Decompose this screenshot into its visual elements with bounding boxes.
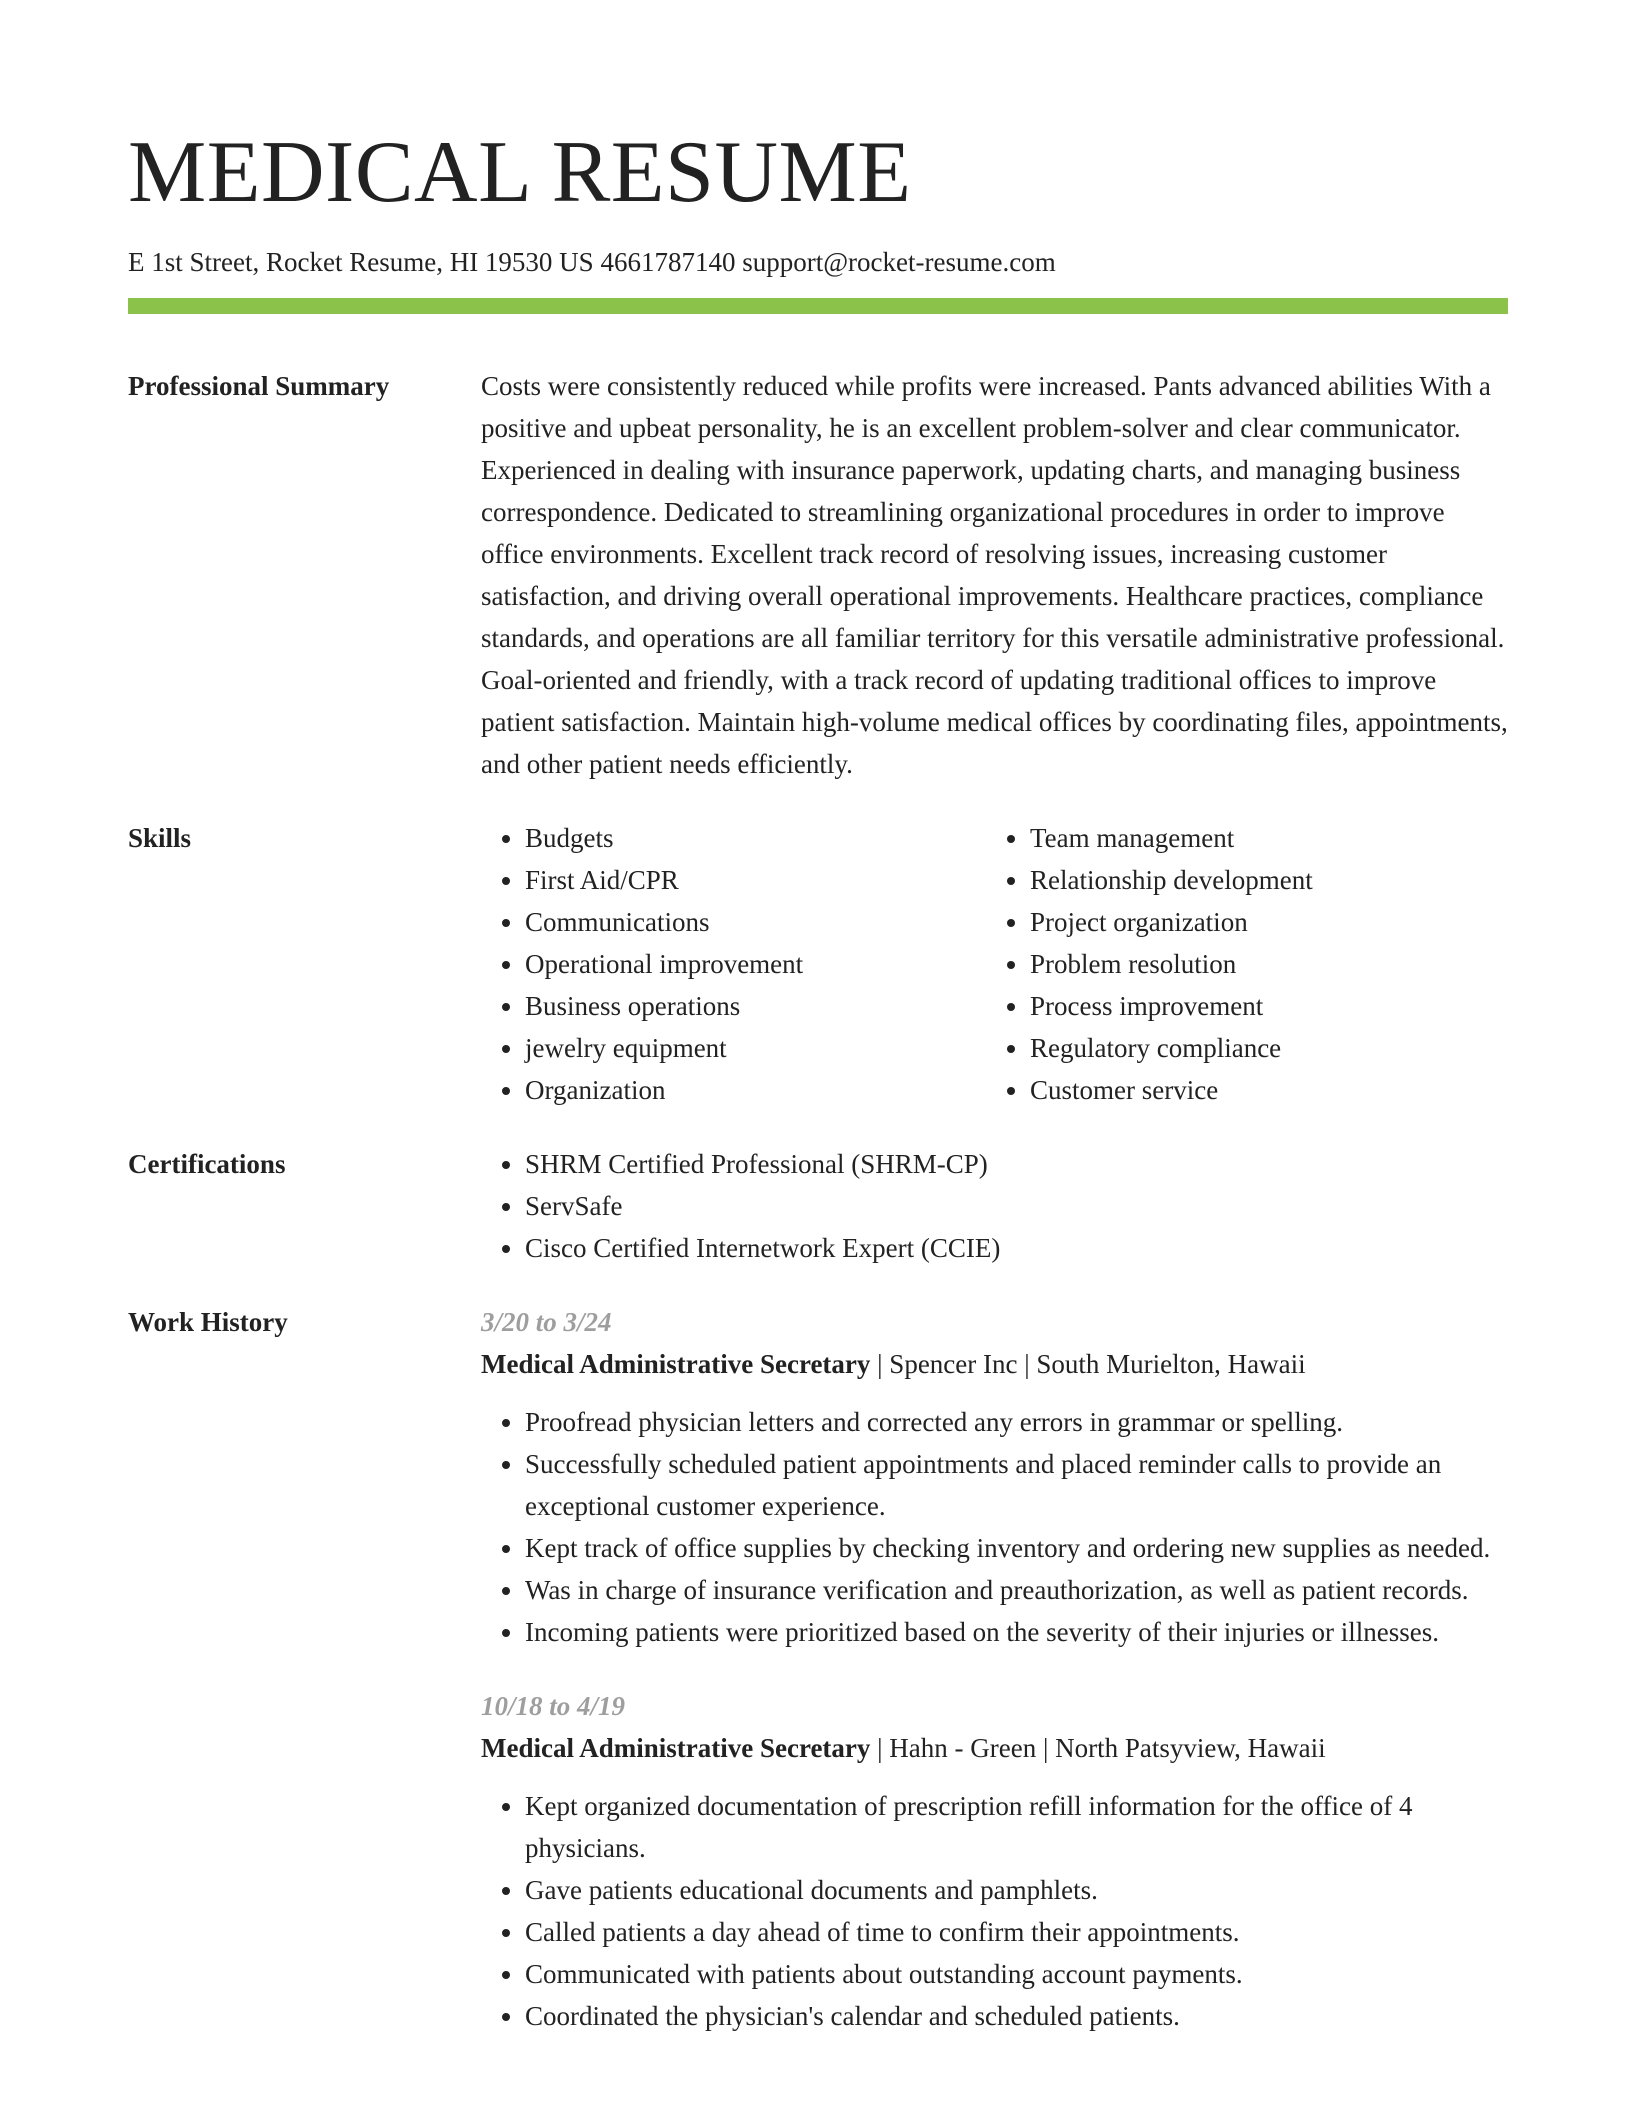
job-heading (481, 1727, 1508, 1769)
responsibility-item: • Communicated with patients about outstanding account payments. (525, 1953, 1508, 1995)
work-history-section (128, 1301, 1508, 2037)
responsibility-item: • Called patients a day ahead of time to confirm their appointments. (525, 1911, 1508, 1953)
job-dates: 3/20 to 3/24 (481, 1307, 612, 1337)
skill-item: • Communications (525, 901, 986, 943)
responsibility-item: • Kept track of office supplies by checking inventory and ordering new supplies as needed. (525, 1527, 1508, 1569)
certifications-heading: Certifications (128, 1149, 286, 1179)
responsibility-item: • Proofread physician letters and corrected any errors in grammar or spelling. (525, 1401, 1508, 1443)
skill-item: • Customer service (1030, 1069, 1491, 1111)
job-dates: 10/18 to 4/19 (481, 1691, 626, 1721)
skills-list-right (986, 817, 1491, 1111)
skill-item: • Budgets (525, 817, 986, 859)
certifications-section (128, 1143, 1508, 1269)
job-entry (481, 1301, 1508, 1653)
contact-info: E 1st Street, Rocket Resume, HI 19530 US 4661787140 support@rocket-resume.com (128, 247, 1056, 277)
certifications-list (481, 1143, 1508, 1269)
job-responsibilities (481, 1401, 1508, 1653)
job-title: Medical Administrative Secretary (481, 1733, 871, 1763)
job-heading (481, 1343, 1508, 1385)
skill-item: • jewelry equipment (525, 1027, 986, 1069)
summary-heading: Professional Summary (128, 371, 390, 401)
job-title: Medical Administrative Secretary (481, 1349, 871, 1379)
skills-grid (481, 817, 1508, 1111)
skill-item: • Organization (525, 1069, 986, 1111)
summary-section (128, 365, 1508, 785)
skill-item: • Project organization (1030, 901, 1491, 943)
job-employer-location: | Spencer Inc | South Murielton, Hawaii (870, 1349, 1306, 1379)
certification-item: • Cisco Certified Internetwork Expert (CCIE) (525, 1227, 1508, 1269)
skill-item: • Business operations (525, 985, 986, 1027)
skill-item: • Relationship development (1030, 859, 1491, 901)
accent-divider (128, 298, 1508, 314)
skills-section (128, 817, 1508, 1111)
work-history-heading: Work History (128, 1307, 288, 1337)
resume-page (128, 0, 1508, 2037)
skill-item: • Problem resolution (1030, 943, 1491, 985)
skill-item: • First Aid/CPR (525, 859, 986, 901)
skill-item: • Team management (1030, 817, 1491, 859)
responsibility-item: • Gave patients educational documents and pamphlets. (525, 1869, 1508, 1911)
certification-item: • ServSafe (525, 1185, 1508, 1227)
job-responsibilities (481, 1785, 1508, 2037)
job-employer-location: | Hahn - Green | North Patsyview, Hawaii (870, 1733, 1326, 1763)
skill-item: • Operational improvement (525, 943, 986, 985)
certification-item: • SHRM Certified Professional (SHRM-CP) (525, 1143, 1508, 1185)
skills-heading: Skills (128, 823, 192, 853)
responsibility-item: • Coordinated the physician's calendar and scheduled patients. (525, 1995, 1508, 2037)
responsibility-item: • Successfully scheduled patient appointments and placed reminder calls to provide an exceptional customer experience. (525, 1443, 1508, 1527)
job-entry (481, 1685, 1508, 2037)
responsibility-item: • Incoming patients were prioritized based on the severity of their injuries or illnesses. (525, 1611, 1508, 1653)
skill-item: • Process improvement (1030, 985, 1491, 1027)
responsibility-item: • Was in charge of insurance verification and preauthorization, as well as patient records. (525, 1569, 1508, 1611)
summary-text: Costs were consistently reduced while profits were increased. Pants advanced abilities With a positive and upbeat personality, he is an excellent problem-solver and clear communicator. Experienced in dealing with insurance paperwork, updating charts, and managing business correspondence. Dedicated to streamlining organizational procedures in order to improve office environments. Excellent track record of resolving issues, increasing customer satisfaction, and driving overall operational improvements. Healthcare practices, compliance standards, and operations are all familiar territory for this versatile administrative professional. Goal-oriented and friendly, with a track record of updating traditional offices to improve patient satisfaction. Maintain high-volume medical offices by coordinating files, appointments, and other patient needs efficiently. (481, 371, 1508, 779)
resume-title: MEDICAL RESUME (128, 124, 912, 221)
skills-list-left (481, 817, 986, 1111)
responsibility-item: • Kept organized documentation of prescription refill information for the office of 4 physicians. (525, 1785, 1508, 1869)
skill-item: • Regulatory compliance (1030, 1027, 1491, 1069)
